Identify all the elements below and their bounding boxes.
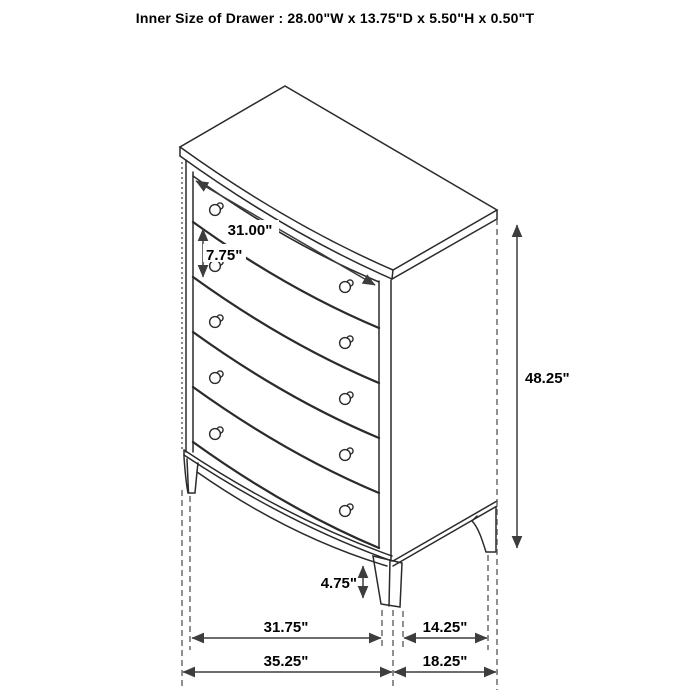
drawer-knob (340, 280, 354, 293)
side-rail-bottom (393, 506, 497, 566)
drawer-divider (193, 277, 379, 383)
label-drawer-width: 31.00" (227, 222, 273, 239)
front-apron-bottom (197, 472, 387, 566)
label-drawer-front-height: 7.75" (206, 247, 243, 264)
drawer-knob (210, 427, 223, 440)
label-side-depth-inner: 14.25" (422, 619, 468, 636)
side-rail-top (393, 501, 497, 561)
dim-overall-height (517, 225, 570, 548)
dim-overall-width (183, 653, 392, 672)
drawer-knob (340, 504, 354, 517)
drawer-knob (210, 371, 223, 384)
chest-drawing (180, 86, 497, 690)
label-front-width-inner: 31.75" (263, 619, 309, 636)
label-leg-height: 4.75" (320, 575, 357, 592)
front-molding-bottom (184, 455, 392, 561)
dim-overall-depth (394, 653, 496, 672)
drawer-knob (210, 315, 223, 328)
label-overall-width: 35.25" (263, 653, 309, 670)
tabletop-surface (180, 86, 497, 270)
drawer-bottom-rail (193, 442, 379, 548)
drawer-divider (193, 332, 379, 438)
drawer-knob (340, 336, 354, 349)
drawer-divider (193, 222, 379, 328)
drawer-knob (340, 392, 354, 405)
left-side-edge (182, 160, 193, 452)
dim-leg-height (321, 566, 363, 598)
dim-drawer-width (196, 181, 375, 285)
drawer-divider (193, 387, 379, 493)
label-overall-depth: 18.25" (422, 653, 468, 670)
dim-front-width-inner (192, 619, 381, 638)
drawer-knob (340, 448, 354, 461)
dim-side-depth-inner (404, 619, 487, 638)
diagram-title: Inner Size of Drawer : 28.00"W x 13.75"D x 5.50"H x 0.50"T (135, 10, 535, 26)
label-overall-height: 48.25" (525, 370, 570, 387)
drawer-knob (210, 203, 223, 216)
